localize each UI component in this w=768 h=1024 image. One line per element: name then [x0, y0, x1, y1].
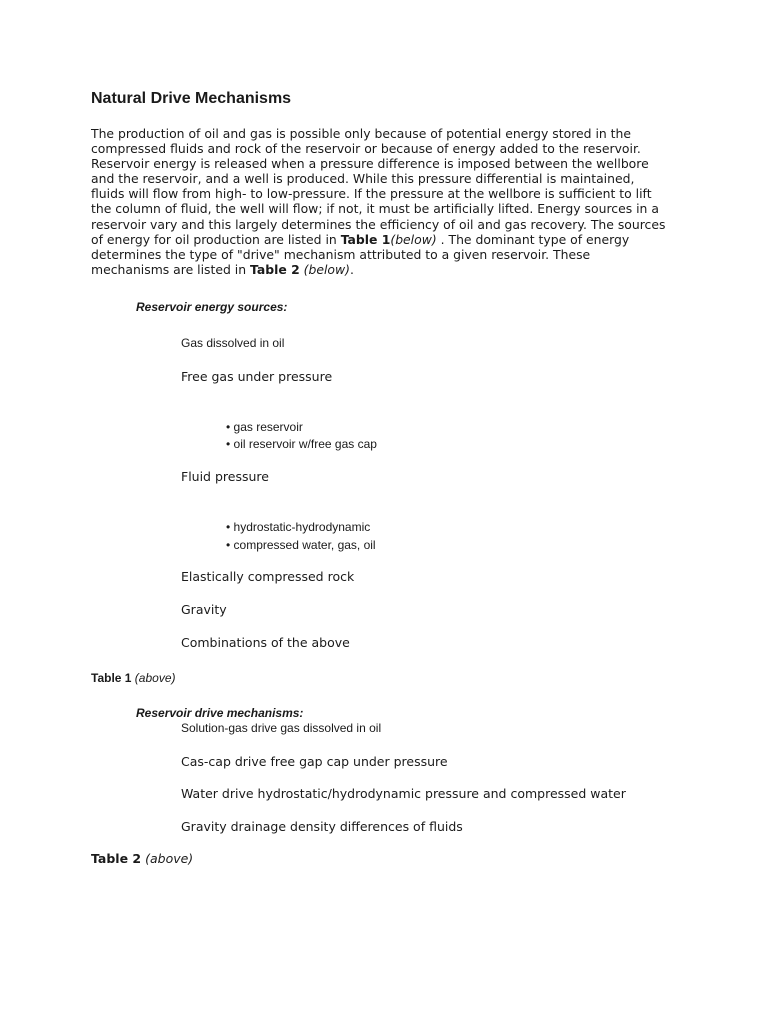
table1-ref: Table 1: [340, 231, 391, 247]
table1-caption: [91, 671, 176, 685]
drive-item: Cas-cap drive free gap cap under pressure: [181, 754, 448, 769]
drive-mechanisms-heading: Reservoir drive mechanisms:: [136, 706, 304, 720]
caption-label: Table 1: [91, 671, 132, 685]
intro-line: reservoir vary and this largely determines the efficiency of oil and gas recovery. The sources: [91, 216, 666, 232]
intro-text: of energy for oil production are listed in: [91, 231, 341, 247]
caption-note: (above): [131, 671, 176, 685]
source-item: Free gas under pressure: [181, 369, 333, 384]
energy-sources-heading: Reservoir energy sources:: [136, 300, 288, 314]
bullet-item: • compressed water, gas, oil: [226, 538, 376, 552]
drive-item: Gravity drainage density differences of fluids: [181, 819, 463, 834]
intro-line: determines the type of "drive" mechanism attributed to a given reservoir. These: [91, 246, 591, 262]
intro-line: and the reservoir, and a well is produced. While this pressure differential is maintained,: [91, 171, 635, 187]
bullet-item: • gas reservoir: [226, 420, 303, 434]
intro-line: Reservoir energy is released when a pressure difference is imposed between the wellbore: [91, 156, 649, 172]
source-item: Combinations of the above: [181, 635, 350, 650]
intro-line: [91, 232, 691, 247]
source-item: Elastically compressed rock: [181, 569, 355, 584]
intro-text: . The dominant type of energy: [436, 231, 630, 247]
intro-text: .: [349, 261, 354, 277]
bullet-item: • hydrostatic-hydrodynamic: [226, 520, 371, 534]
caption-label: Table 2: [91, 851, 142, 866]
intro-line: [91, 262, 691, 277]
intro-line: fluids will flow from high- to low-pressure. If the pressure at the wellbore is sufficient to lift: [91, 186, 652, 202]
page-title: Natural Drive Mechanisms: [91, 90, 292, 107]
intro-text: mechanisms are listed in: [91, 261, 251, 277]
intro-line: the column of fluid, the well will flow; if not, it must be artificially lifted. Energy sources in a: [91, 201, 659, 217]
bullet-item: • oil reservoir w/free gas cap: [226, 437, 377, 451]
table2-ref: Table 2: [250, 261, 300, 277]
drive-item: Water drive hydrostatic/hydrodynamic pressure and compressed water: [181, 786, 626, 801]
below-note: (below): [390, 231, 437, 247]
source-item: Gravity: [181, 602, 227, 617]
source-item: Fluid pressure: [181, 469, 269, 484]
intro-line: compressed fluids and rock of the reservoir or because of energy added to the reservoir.: [91, 141, 641, 157]
source-item: Gas dissolved in oil: [181, 336, 285, 350]
below-note: (below): [299, 261, 350, 277]
drive-item: Solution-gas drive gas dissolved in oil: [181, 721, 382, 735]
intro-line: The production of oil and gas is possible only because of potential energy stored in the: [91, 126, 632, 141]
caption-note: (above): [141, 851, 194, 866]
table2-caption: [91, 851, 193, 866]
intro-paragraph: [91, 126, 691, 277]
